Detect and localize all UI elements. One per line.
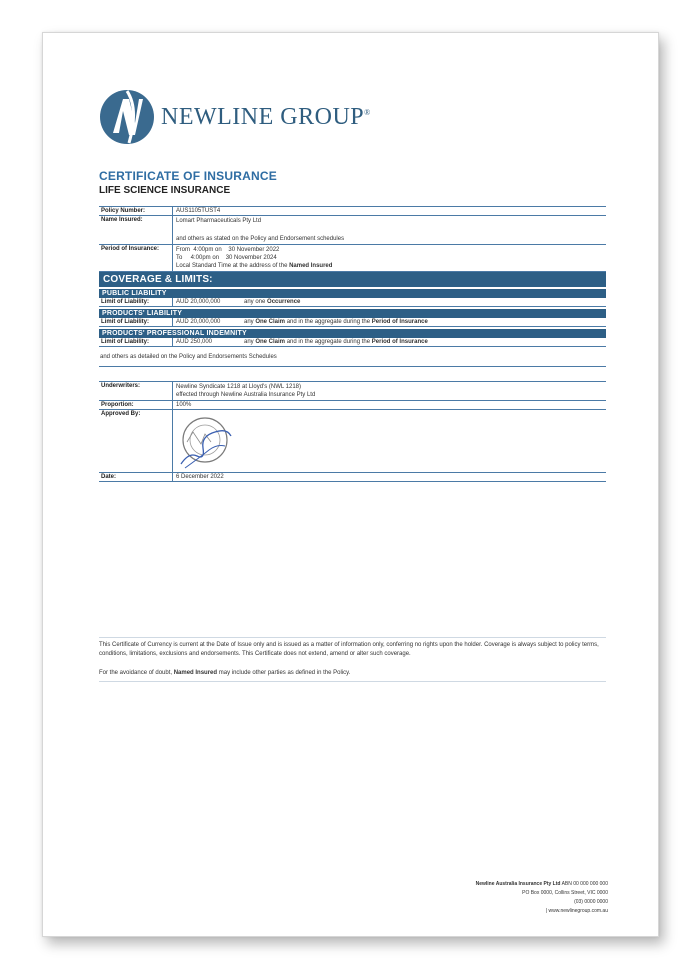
coverage-section-public xyxy=(99,289,606,307)
period-label: Period of Insurance: xyxy=(101,246,160,252)
footer-address: PO Box 0000, Collins Street, VIC 0000 xyxy=(522,890,608,896)
insured-note: and others as stated on the Policy and Endorsement schedules xyxy=(176,236,345,242)
disclaimer-paragraph: This Certificate of Currency is current at the Date of Issue only and is issued as a matter of information only, conferring no rights upon the holder. Coverage is always subject to policy terms, conditions, limitations, exclusions and endorsements. This Certificate does not extend, amend or alter such coverage. xyxy=(99,642,599,657)
proportion-value: 100% xyxy=(172,401,606,409)
footer-phone: (03) 0000 0000 xyxy=(574,899,608,905)
limit-description: any One Claim and in the aggregate during the Period of Insurance xyxy=(244,339,428,345)
disclaimer-paragraph-doubt: For the avoidance of doubt, Named Insured may include other parties as defined in the Policy. xyxy=(99,670,351,676)
policy-number-row xyxy=(99,206,606,216)
proportion-label: Proportion: xyxy=(101,402,134,408)
logo-wordmark: NEWLINE GROUP® xyxy=(161,103,371,130)
section-title: PUBLIC LIABILITY xyxy=(99,289,606,298)
name-insured-value xyxy=(172,216,606,244)
signature-area xyxy=(172,410,606,472)
company-footer xyxy=(476,880,608,916)
limit-row xyxy=(99,318,606,327)
name-insured-label: Name Insured: xyxy=(101,217,143,223)
limit-amount: AUD 20,000,000 xyxy=(176,299,221,305)
limit-value xyxy=(172,318,606,326)
underwriters-row xyxy=(99,381,606,401)
proportion-row xyxy=(99,401,606,410)
approved-label: Approved By: xyxy=(101,411,141,417)
approved-row xyxy=(99,410,606,473)
coverage-section-professional xyxy=(99,329,606,347)
certificate-subtitle: LIFE SCIENCE INSURANCE xyxy=(99,185,231,196)
period-to: To 4:00pm on 30 November 2024 xyxy=(176,255,277,261)
underwriters-line: Newline Syndicate 1218 at Lloyd's (NWL 1218) xyxy=(176,384,301,390)
policy-number-label: Policy Number: xyxy=(101,208,146,214)
disclaimer xyxy=(99,637,606,682)
section-title: PRODUCTS' LIABILITY xyxy=(99,309,606,318)
coverage-section-products xyxy=(99,309,606,327)
policy-number-value: AUS1105TUST4 xyxy=(172,207,606,215)
company-logo xyxy=(99,89,371,145)
certificate-title: CERTIFICATE OF INSURANCE xyxy=(99,169,277,183)
underwriters-line: effected through Newline Australia Insurance Pty Ltd xyxy=(176,392,316,398)
insured-name: Lomart Pharmaceuticals Pty Ltd xyxy=(176,218,262,224)
limit-description: any one Occurrence xyxy=(244,299,301,305)
coverage-note: and others as detailed on the Policy and Endorsements Schedules xyxy=(99,351,606,367)
limit-description: any One Claim and in the aggregate during the Period of Insurance xyxy=(244,319,428,325)
company-stamp-signature xyxy=(175,412,239,472)
period-note: Local Standard Time at the address of the Named Insured xyxy=(176,263,333,269)
date-value: 6 December 2022 xyxy=(172,473,606,481)
date-row xyxy=(99,473,606,482)
limit-label: Limit of Liability: xyxy=(101,339,149,345)
certificate-page xyxy=(42,32,659,937)
limit-amount: AUD 250,000 xyxy=(176,339,213,345)
limit-row xyxy=(99,338,606,347)
name-insured-row xyxy=(99,216,606,245)
footer-company: Newline Australia Insurance Pty Ltd ABN 00 000 000 000 xyxy=(475,881,608,887)
limit-value xyxy=(172,338,606,346)
newline-logo-mark xyxy=(99,89,155,145)
footer-website: | www.newlinegroup.com.au xyxy=(545,908,608,914)
date-label: Date: xyxy=(101,474,117,480)
underwriters-value xyxy=(172,382,606,400)
limit-amount: AUD 20,000,000 xyxy=(176,319,221,325)
limit-value xyxy=(172,298,606,306)
period-value xyxy=(172,245,606,271)
limit-label: Limit of Liability: xyxy=(101,299,149,305)
period-from: From 4:00pm on 30 November 2022 xyxy=(176,247,280,253)
limit-row xyxy=(99,298,606,307)
certificate-form xyxy=(99,206,606,482)
limit-label: Limit of Liability: xyxy=(101,319,149,325)
coverage-heading: COVERAGE & LIMITS: xyxy=(99,272,606,287)
underwriters-label: Underwriters: xyxy=(101,383,141,389)
section-title: PRODUCTS' PROFESSIONAL INDEMNITY xyxy=(99,329,606,338)
period-row xyxy=(99,245,606,272)
